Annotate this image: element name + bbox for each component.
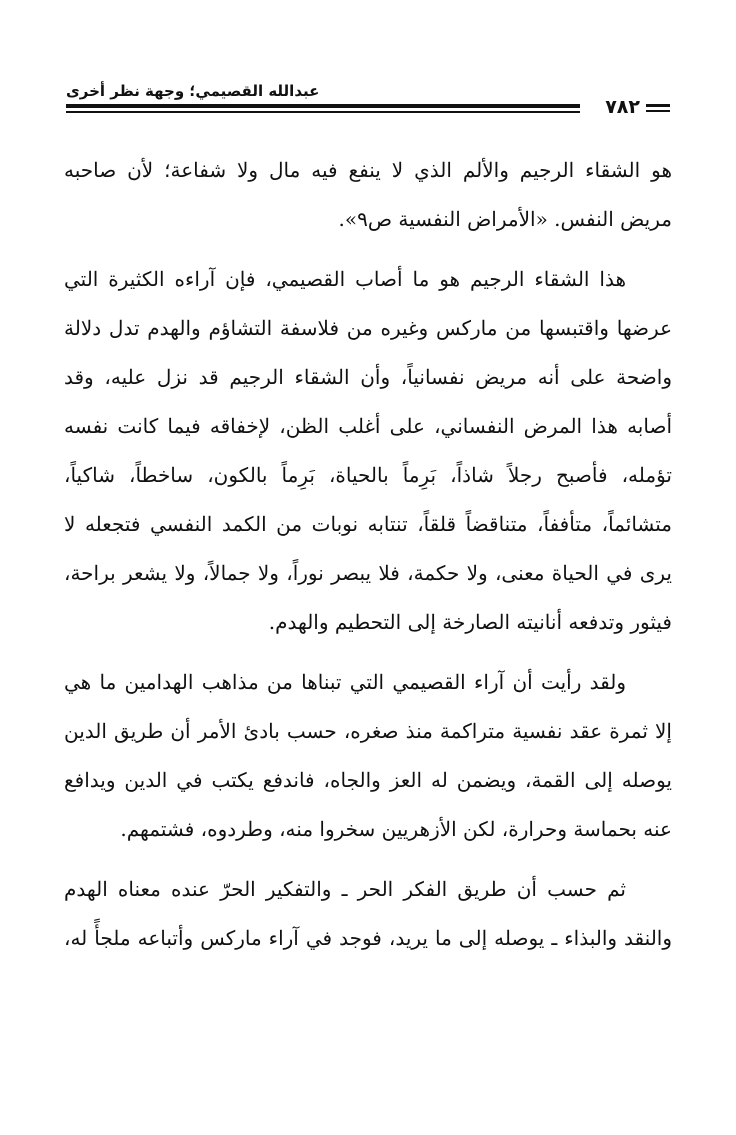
paragraph: ثم حسب أن طريق الفكر الحر ـ والتفكير الحرّ عنده معناه الهدم والنقد والبذاء ـ يوصله إلى ما يريد، فوجد في آراء ماركس وأتباعه ملجأً له، — [64, 877, 672, 950]
paragraph-continuation: هو الشقاء الرجيم والألم الذي لا ينفع فيه مال ولا شفاعة؛ لأن صاحبه مريض النفس. «الأمراض النفسية ص٩». — [64, 158, 672, 231]
page-number: ٧٨٢ — [605, 96, 640, 118]
page-number-rule-thin — [646, 110, 670, 112]
running-header — [66, 80, 670, 120]
running-title: عبدالله القصيمي؛ وجهة نظر أخرى — [66, 82, 320, 100]
page-number-rule-thick — [646, 104, 670, 107]
header-rule-thin — [66, 111, 580, 113]
paragraph: ولقد رأيت أن آراء القصيمي التي تبناها من مذاهب الهدامين ما هي إلا ثمرة عقد نفسية متراكمة منذ صغره، حسب بادئ الأمر أن طريق الدين يوصله إلى القمة، ويضمن له العز والجاه، فاندفع يكتب في الدين ويدافع عنه بحماسة وحرارة، لكن الأزهريين سخروا منه، وطردوه، فشتمهم. — [64, 670, 672, 841]
header-rule-thick — [66, 104, 580, 108]
body-text — [64, 146, 672, 963]
paragraph: هذا الشقاء الرجيم هو ما أصاب القصيمي، فإن آراءه الكثيرة التي عرضها واقتبسها من ماركس وغيره من فلاسفة التشاؤم والهدم تدل دلالة واضحة على أنه مريض نفسانياً، وأن الشقاء الرجيم قد نزل عليه، وقد أصابه هذا المرض النفساني، على أغلب الظن، لإخفاقه فيما كانت نفسه تؤمله، فأصبح رجلاً شاذاً، بَرِماً بالحياة، بَرِماً بالكون، ساخطاً، شاكياً، متشائماً، متأففاً، متناقضاً قلقاً، تنتابه نوبات من الكمد النفسي فتجعله لا يرى في الحياة معنى، ولا حكمة، فلا يبصر نوراً، ولا جمالاً، ولا يشعر براحة، فيثور وتدفعه أنانيته الصارخة إلى التحطيم والهدم. — [64, 267, 672, 634]
